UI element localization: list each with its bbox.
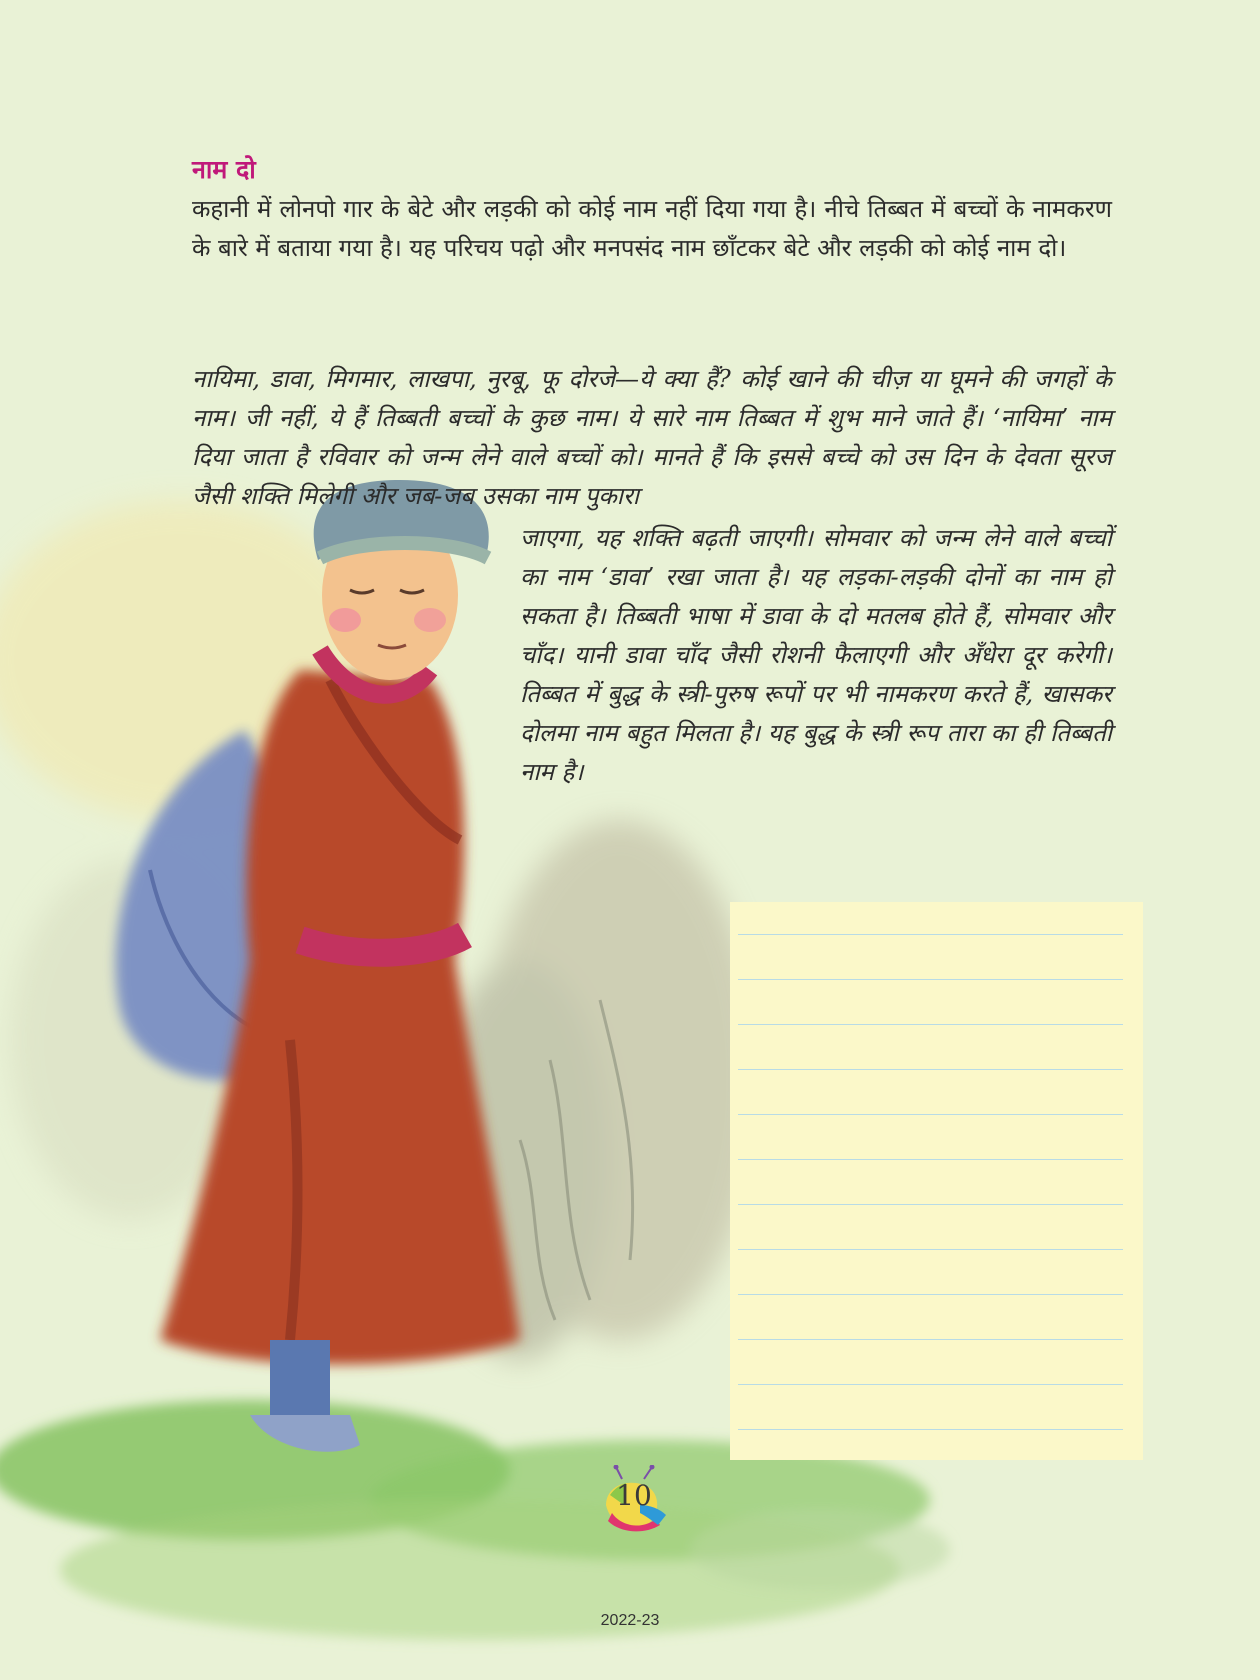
- ruled-line: [738, 1069, 1123, 1070]
- page-number-badge: [600, 1465, 668, 1535]
- ruled-line: [738, 979, 1123, 980]
- ruled-line: [738, 1429, 1123, 1430]
- passage-paragraph-top: नायिमा, डावा, मिगमार, लाखपा, नुरबू, फू दोरजे—ये क्या हैं? कोई खाने की चीज़ या घूमने की जगहों के नाम। जी नहीं, ये हैं तिब्बती बच्चों के कुछ नाम। ये सारे नाम तिब्बत में शुभ माने जाते हैं। ‘नायिमा’ नाम दिया जाता है रविवार को जन्म लेने वाले बच्चों को। मानते हैं कि इससे बच्चे को उस दिन के देवता सूरज जैसी शक्ति मिलेगी और जब-जब उसका नाम पुकारा: [192, 365, 1112, 510]
- instruction-paragraph: कहानी में लोनपो गार के बेटे और लड़की को कोई नाम नहीं दिया गया है। नीचे तिब्बत में बच्चों के नामकरण के बारे में बताया गया है। यह परिचय पढ़ो और मनपसंद नाम छाँटकर बेटे और लड़की को कोई नाम दो।: [192, 195, 1112, 262]
- passage-paragraph-side: जाएगा, यह शक्ति बढ़ती जाएगी। सोमवार को जन्म लेने वाले बच्चों का नाम ‘डावा’ रखा जाता है। यह लड़का-लड़की दोनों का नाम हो सकता है। तिब्बती भाषा में डावा के दो मतलब होते हैं, सोमवार और चाँद। यानी डावा चाँद जैसी रोशनी फैलाएगी और अँधेरा दूर करेगी। तिब्बत में बुद्ध के स्त्री-पुरुष रूपों पर भी नामकरण करते हैं, खासकर दोलमा नाम बहुत मिलता है। यह बुद्ध के स्त्री रूप तारा का ही तिब्बती नाम है।: [520, 524, 1112, 786]
- ruled-line: [738, 1294, 1123, 1295]
- ruled-line: [738, 1024, 1123, 1025]
- ruled-line: [738, 934, 1123, 935]
- answer-writing-box[interactable]: [730, 902, 1143, 1460]
- ruled-line: [738, 1384, 1123, 1385]
- ruled-line: [738, 1204, 1123, 1205]
- edition-year: 2022-23: [600, 1612, 660, 1629]
- ruled-line: [738, 1339, 1123, 1340]
- page-number: 10: [616, 1479, 652, 1512]
- section-heading: नाम दो: [192, 155, 256, 184]
- ruled-line: [738, 1159, 1123, 1160]
- ruled-line: [738, 1249, 1123, 1250]
- ruled-line: [738, 1114, 1123, 1115]
